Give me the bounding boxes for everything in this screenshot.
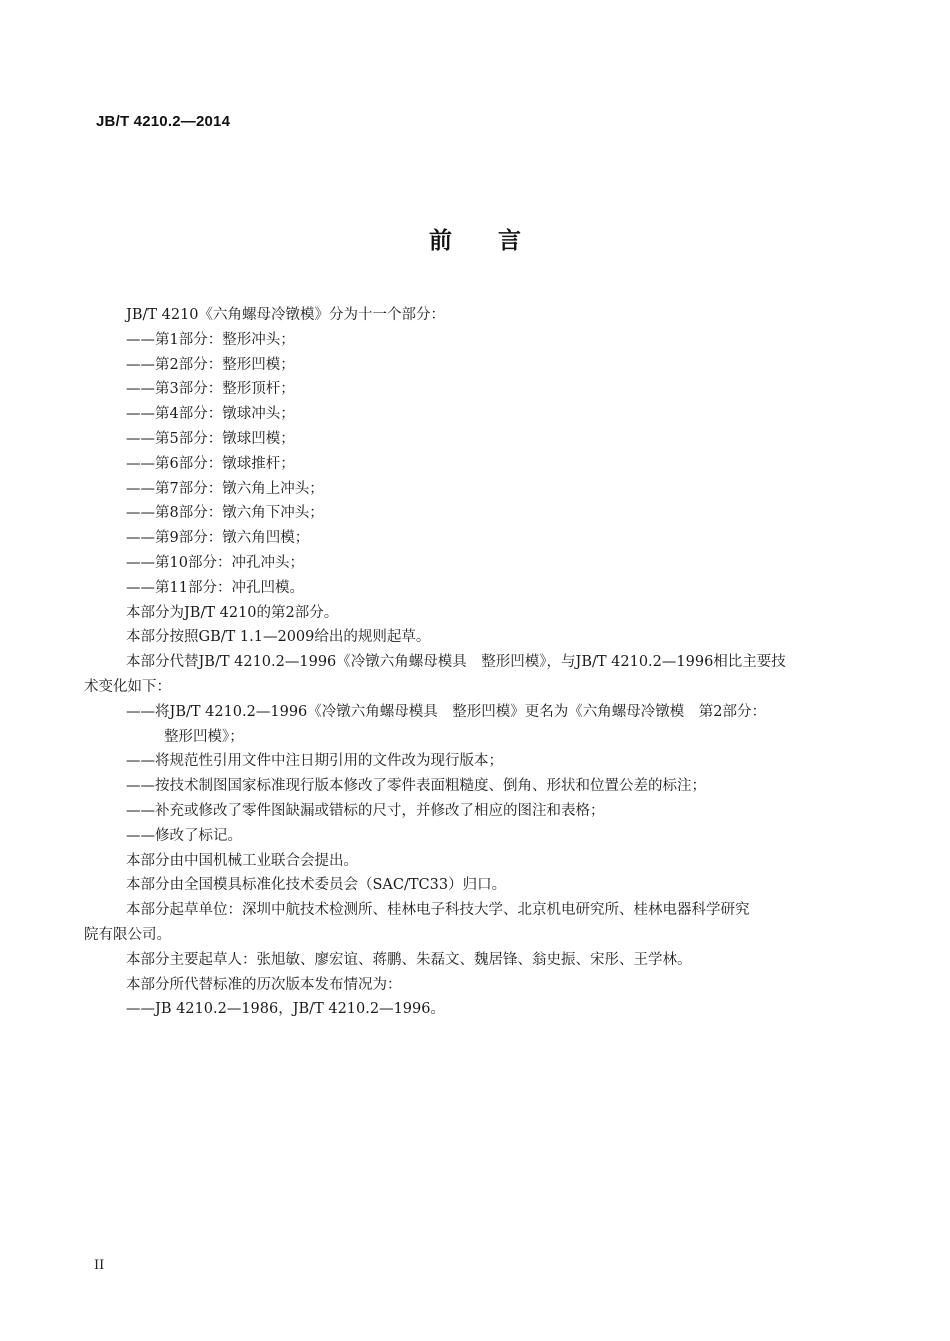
para-drafting-units-line1: 本部分起草单位：深圳中航技术检测所、桂林电子科技大学、北京机电研究所、桂林电器科学研究 (126, 902, 750, 919)
change-item-2: ——将规范性引用文件中注日期引用的文件改为现行版本； (126, 753, 503, 770)
change-item-1-line2: 整形凹模》； (164, 728, 244, 745)
part-item-3: ——第3部分：整形顶杆； (126, 381, 295, 398)
para-centralized: 本部分由全国模具标准化技术委员会（SAC/TC33）归口。 (126, 877, 507, 894)
para-rules: 本部分按照GB/T 1.1—2009给出的规则起草。 (126, 629, 431, 646)
para-proposed: 本部分由中国机械工业联合会提出。 (126, 852, 358, 869)
para-part-of: 本部分为JB/T 4210的第2部分。 (126, 604, 339, 621)
para-replaces-line2: 术变化如下： (84, 678, 171, 695)
part-item-8: ——第8部分：镦六角下冲头； (126, 505, 324, 522)
para-drafting-units-line2: 院有限公司。 (84, 926, 171, 943)
part-item-9: ——第9部分：镦六角凹模； (126, 530, 310, 547)
change-item-1-line1: ——将JB/T 4210.2—1996《冷镦六角螺母模具 整形凹模》更名为《六角螺母冷镦模 第2部分： (126, 703, 766, 720)
change-item-4: ——补充或修改了零件图缺漏或错标的尺寸，并修改了相应的图注和表格； (126, 802, 605, 819)
document-code: JB/T 4210.2—2014 (96, 113, 231, 130)
foreword-body (84, 303, 864, 1022)
change-item-5: ——修改了标记。 (126, 827, 242, 844)
page-title: 前言 (429, 228, 567, 254)
change-item-3: ——按技术制图国家标准现行版本修改了零件表面粗糙度、倒角、形状和位置公差的标注； (126, 778, 706, 795)
history-item: ——JB 4210.2—1986，JB/T 4210.2—1996。 (126, 1001, 445, 1018)
part-item-10: ——第10部分：冲孔冲头； (126, 554, 304, 571)
part-item-7: ——第7部分：镦六角上冲头； (126, 480, 324, 497)
part-item-6: ——第6部分：镦球推杆； (126, 455, 295, 472)
para-drafters: 本部分主要起草人：张旭敏、廖宏谊、蒋鹏、朱磊文、魏居锋、翁史振、宋彤、王学林。 (126, 951, 692, 968)
part-item-2: ——第2部分：整形凹模； (126, 356, 295, 373)
part-item-1: ——第1部分：整形冲头； (126, 331, 295, 348)
part-item-5: ——第5部分：镦球凹模； (126, 430, 295, 447)
para-history-intro: 本部分所代替标准的历次版本发布情况为： (126, 976, 402, 993)
part-item-11: ——第11部分：冲孔凹模。 (126, 579, 304, 596)
part-item-4: ——第4部分：镦球冲头； (126, 406, 295, 423)
para-replaces-line1: 本部分代替JB/T 4210.2—1996《冷镦六角螺母模具 整形凹模》，与JB/T 4210.2—1996相比主要技 (126, 654, 786, 671)
page-number: II (94, 1258, 105, 1273)
parts-intro: JB/T 4210《六角螺母冷镦模》分为十一个部分： (126, 307, 446, 323)
